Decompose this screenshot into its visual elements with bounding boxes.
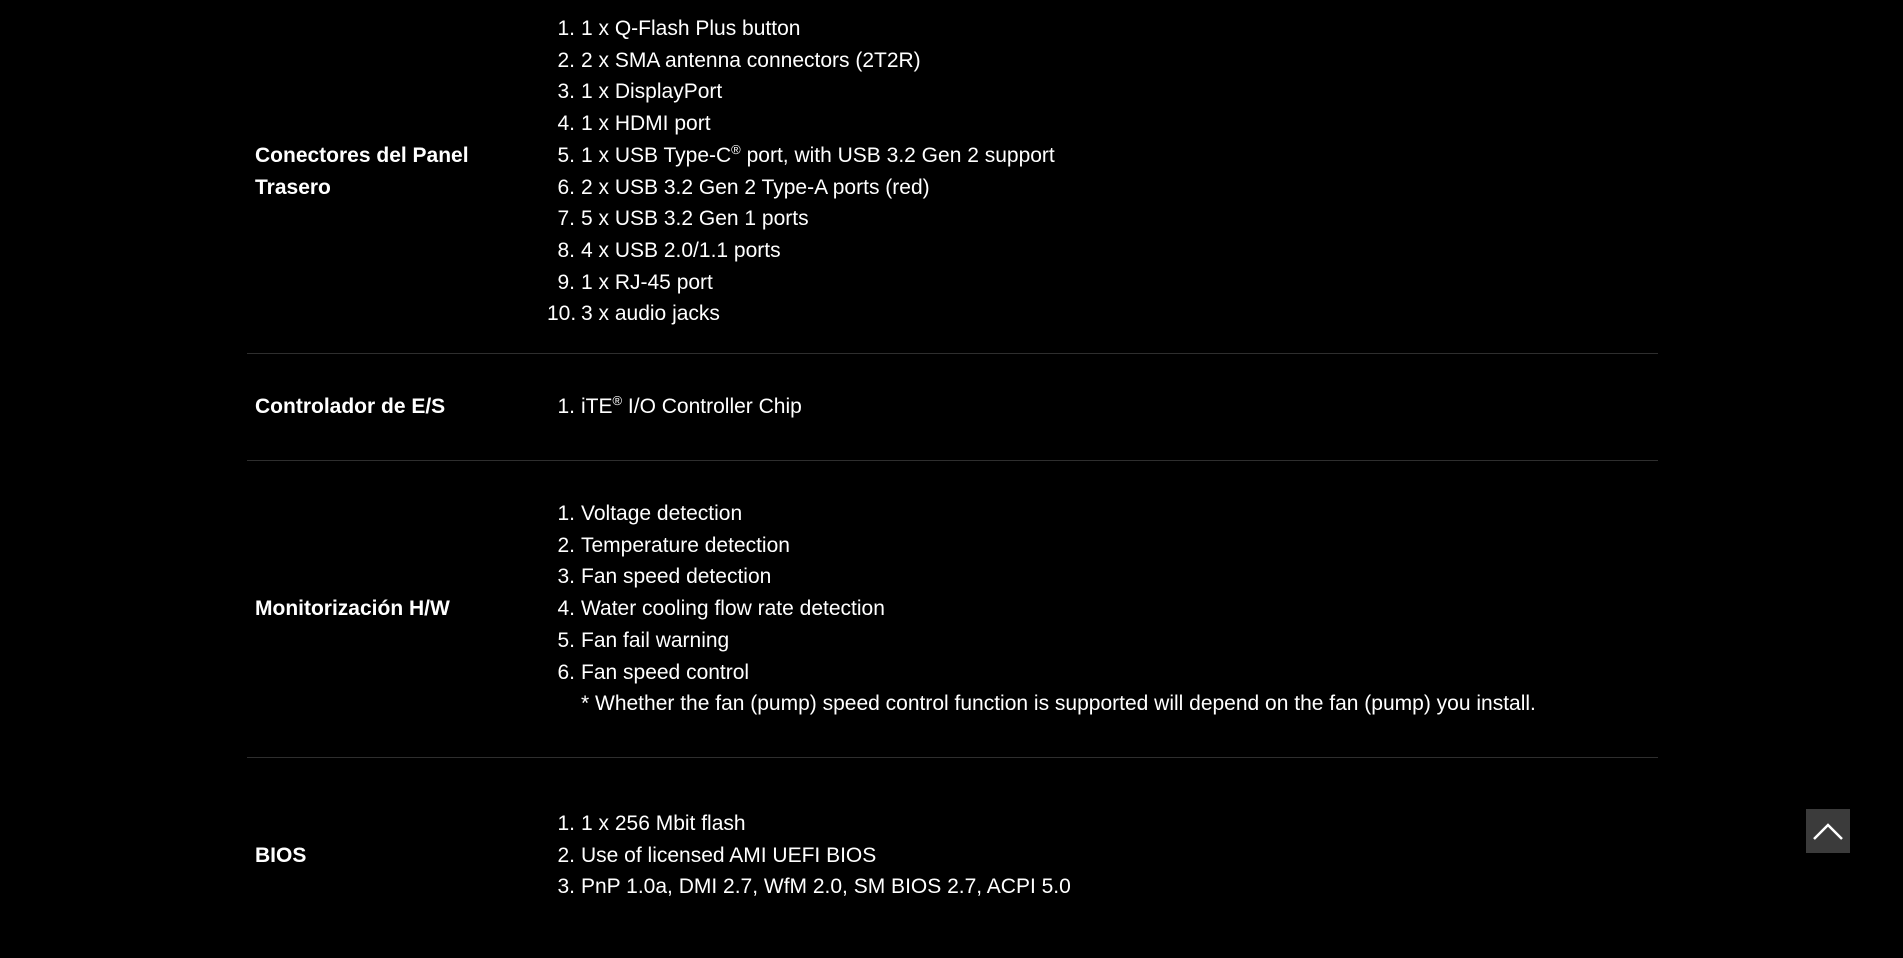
- spec-table: [247, 0, 1658, 958]
- spec-label-text: Monitorización H/W: [255, 597, 450, 621]
- list-item: [547, 140, 1055, 172]
- list-note: [547, 688, 1536, 720]
- note-text: * Whether the fan (pump) speed control function is supported will depend on the fan (pump) you install.: [581, 692, 1536, 716]
- item-text: 5 x USB 3.2 Gen 1 ports: [581, 207, 809, 231]
- spec-label-text: Conectores del Panel Trasero: [255, 144, 469, 199]
- item-number: 4.: [557, 112, 575, 136]
- item-number: 8.: [557, 238, 575, 262]
- list-item: [547, 840, 1071, 872]
- item-text: 1 x RJ-45 port: [581, 270, 713, 294]
- list-item: [547, 625, 1536, 657]
- item-text: Voltage detection: [581, 502, 743, 526]
- item-text: PnP 1.0a, DMI 2.7, WfM 2.0, SM BIOS 2.7, ACPI 5.0: [581, 875, 1071, 899]
- item-text: 2 x SMA antenna connectors (2T2R): [581, 48, 921, 72]
- item-number: 2.: [557, 843, 575, 867]
- spec-label-text: BIOS: [255, 844, 307, 867]
- item-text: 2 x USB 3.2 Gen 2 Type-A ports (red): [581, 175, 930, 199]
- item-number: 3.: [557, 565, 575, 589]
- item-number: 2.: [557, 48, 575, 72]
- spec-row-io-controller: [247, 354, 1658, 461]
- item-number: 10.: [547, 302, 577, 326]
- item-text: Fan fail warning: [581, 628, 730, 652]
- item-text: 1 x HDMI port: [581, 112, 711, 136]
- spec-label: [247, 391, 547, 423]
- list-item: [547, 13, 1055, 45]
- item-text: Fan speed control: [581, 660, 750, 684]
- spec-list: [547, 13, 1055, 330]
- item-number: 1.: [557, 502, 575, 526]
- item-number: 1.: [557, 812, 575, 835]
- spec-label: [247, 593, 547, 625]
- item-text: Use of licensed AMI UEFI BIOS: [581, 843, 877, 867]
- item-number: 6.: [557, 660, 575, 684]
- spec-label: [247, 140, 547, 203]
- spec-row-hw-monitoring: [247, 461, 1658, 758]
- item-number: 4.: [557, 597, 575, 621]
- item-number: 5.: [557, 143, 575, 167]
- item-text: Water cooling flow rate detection: [581, 597, 885, 621]
- list-item: [547, 530, 1536, 562]
- item-text: iTE® I/O Controller Chip: [581, 393, 802, 419]
- back-to-top-button[interactable]: [1806, 809, 1850, 853]
- item-text: 4 x USB 2.0/1.1 ports: [581, 238, 781, 262]
- spec-row-bios: [247, 758, 1658, 958]
- item-text: 1 x USB Type-C® port, with USB 3.2 Gen 2 support: [581, 141, 1055, 167]
- item-number: 3.: [557, 80, 575, 104]
- list-item: [547, 45, 1055, 77]
- list-item: [547, 172, 1055, 204]
- item-text: 1 x Q-Flash Plus button: [581, 16, 801, 40]
- spec-row-rear-panel: [247, 0, 1658, 354]
- spec-list: [547, 498, 1536, 720]
- chevron-up-icon: [1812, 821, 1844, 841]
- list-item: [547, 498, 1536, 530]
- list-item: [547, 593, 1536, 625]
- item-number: 1.: [557, 16, 575, 40]
- item-number: 5.: [557, 628, 575, 652]
- item-text: Fan speed detection: [581, 565, 772, 589]
- list-item: [547, 203, 1055, 235]
- list-item: [547, 657, 1536, 689]
- item-text: Temperature detection: [581, 533, 790, 557]
- item-number: 3.: [557, 875, 575, 899]
- list-item: [547, 298, 1055, 330]
- spec-list: [547, 391, 802, 423]
- item-number: 6.: [557, 175, 575, 199]
- list-item: [547, 391, 802, 423]
- spec-list: [547, 808, 1071, 903]
- list-item: [547, 561, 1536, 593]
- item-text: 3 x audio jacks: [581, 302, 720, 326]
- list-item: [547, 108, 1055, 140]
- spec-label-text: Controlador de E/S: [255, 395, 446, 419]
- item-number: 7.: [557, 207, 575, 231]
- item-number: 2.: [557, 533, 575, 557]
- list-item: [547, 808, 1071, 840]
- list-item: [547, 267, 1055, 299]
- spec-label: [247, 808, 547, 872]
- list-item: [547, 235, 1055, 267]
- item-text: 1 x DisplayPort: [581, 80, 723, 104]
- item-number: 1.: [557, 395, 575, 419]
- list-item: [547, 871, 1071, 903]
- item-text: 1 x 256 Mbit flash: [581, 812, 746, 835]
- item-number: 9.: [557, 270, 575, 294]
- list-item: [547, 76, 1055, 108]
